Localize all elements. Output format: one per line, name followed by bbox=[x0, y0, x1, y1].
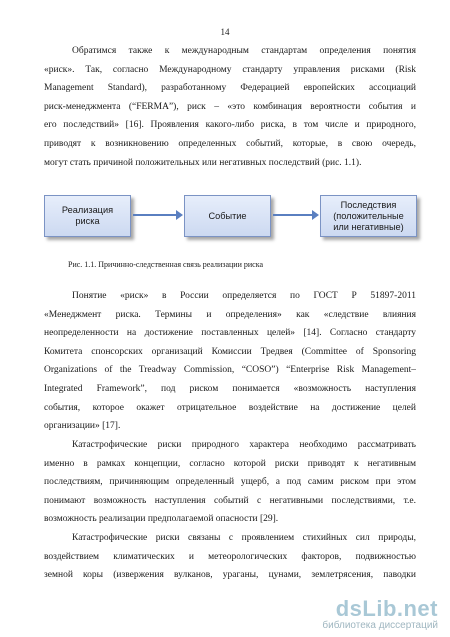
box-label: Реализация bbox=[61, 205, 114, 215]
text-line: понимают возможность наступления событий с негативными последствиями, т.е. bbox=[44, 495, 416, 506]
text-line: приводят к возникновению определенных событий, которые, в свою очередь, bbox=[44, 138, 416, 149]
arrow-right-icon bbox=[273, 214, 313, 216]
diagram-box-consequences bbox=[320, 195, 417, 237]
box-label: Событие bbox=[208, 210, 247, 221]
text-line: Обратимся также к международным стандартам определения понятия bbox=[72, 46, 416, 56]
arrow-right-icon bbox=[133, 214, 177, 216]
paragraph-3 bbox=[44, 436, 416, 529]
diagram-box-event bbox=[184, 195, 271, 237]
text-line: земной коры (извержения вулканов, ураганы, цунами, землетрясения, паводки bbox=[44, 570, 416, 581]
text-line: «Менеджмент риска. Термины и определения» как «следствие влияния bbox=[44, 309, 416, 320]
text-line: Понятие «риск» в России определяется по ГОСТ Р 51897-2011 bbox=[72, 291, 416, 301]
text-line: воздействием климатических и метеорологических факторов, подвижностью bbox=[44, 551, 416, 562]
text-line: события, которое окажет отрицательное воздействие на достижение целей bbox=[44, 402, 416, 413]
watermark bbox=[322, 598, 438, 631]
watermark-logo: dsLib.net bbox=[335, 596, 438, 621]
text-line: «риск». Так, согласно Международному стандарту управления рисками (Risk bbox=[44, 64, 416, 75]
figure-caption: Рис. 1.1. Причинно-следственная связь реализации риска bbox=[68, 260, 264, 269]
watermark-subtitle: библиотека диссертаций bbox=[322, 620, 438, 631]
box-label: Последствия bbox=[340, 199, 397, 210]
diagram-box-risk-realization bbox=[44, 195, 131, 237]
text-line: именно в рамках концепции, согласно которой риски приводят к негативным bbox=[44, 458, 416, 469]
paragraph-4 bbox=[44, 529, 416, 585]
box-label: риска bbox=[75, 216, 100, 226]
box-label: или негативные) bbox=[333, 221, 404, 232]
text-line: Катастрофические риски природного характера необходимо рассматривать bbox=[72, 440, 416, 450]
paragraph-1 bbox=[44, 42, 416, 172]
text-line: неопределенности на достижение поставленных целей» [14]. Согласно стандарту bbox=[44, 328, 416, 339]
text-line: могут стать причиной положительных или негативных последствий (рис. 1.1). bbox=[44, 157, 362, 168]
text-line: риск-менеджмента (“FERMA”), риск – «это комбинация вероятности события и bbox=[44, 101, 416, 112]
text-line: Management Standard), разработанному Федерацией европейских ассоциаций bbox=[44, 83, 416, 94]
paragraph-2 bbox=[44, 287, 416, 436]
text-line: последствиям, причиняющим определенный ущерб, а под самим риском при этом bbox=[44, 477, 416, 488]
box-label: (положительные bbox=[333, 210, 404, 221]
text-line: Комитета спонсорских организаций Комиссии Тредвея (Committee of Sponsoring bbox=[44, 346, 416, 357]
text-line: его последствий» [16]. Проявления какого-либо риска, в том числе и природного, bbox=[44, 120, 416, 131]
text-line: Катастрофические риски связаны с проявлением стихийных сил природы, bbox=[72, 533, 416, 543]
text-line: Integrated Framework”, под риском понимается «возможность наступления bbox=[44, 383, 416, 394]
text-line: Organizations of the Treadway Commission, “COSO”) “Enterprise Risk Management– bbox=[44, 365, 416, 376]
text-line: возможность реализации предполагаемой опасности [29]. bbox=[44, 514, 279, 525]
text-line: организации» [17]. bbox=[44, 421, 121, 432]
page-number: 14 bbox=[220, 27, 230, 37]
